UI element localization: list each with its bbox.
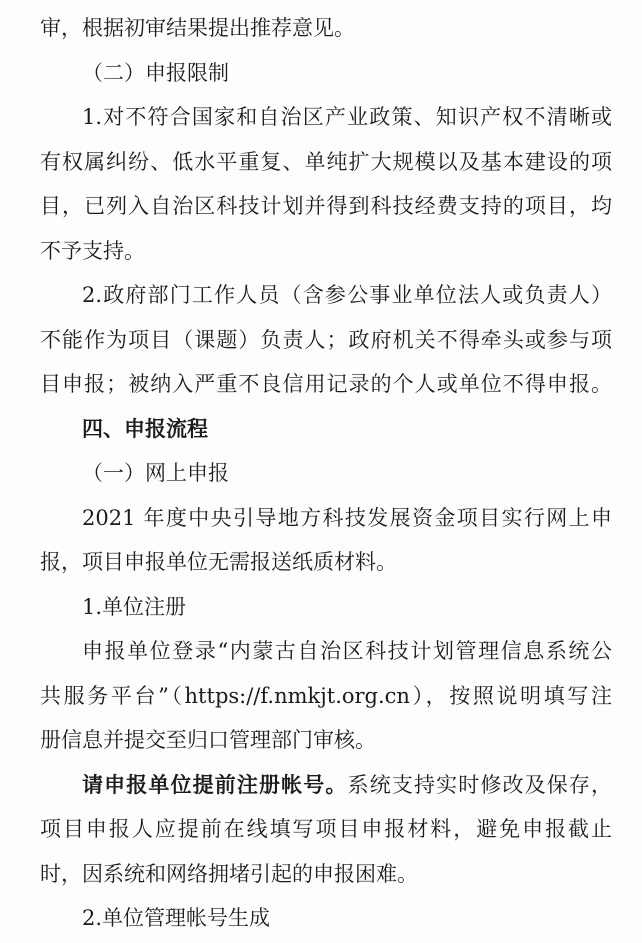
paragraph-line: 目，已列入自治区科技计划并得到科技经费支持的项目，均 xyxy=(40,194,612,218)
section-heading: （一）网上申报 xyxy=(82,461,229,485)
chapter-heading: 四、申报流程 xyxy=(82,417,208,441)
paragraph-line: 不予支持。 xyxy=(40,239,145,263)
subsection-heading: 2.单位管理帐号生成 xyxy=(82,906,271,930)
paragraph-line: 不能作为项目（课题）负责人；政府机关不得牵头或参与项 xyxy=(40,328,612,352)
paragraph-line-mixed xyxy=(82,769,612,801)
paragraph-line: 共服务平台”（https://f.nmkjt.org.cn），按照说明填写注 xyxy=(40,684,612,708)
paragraph-line: 册信息并提交至归口管理部门审核。 xyxy=(40,728,376,752)
paragraph-line: 报，项目申报单位无需报送纸质材料。 xyxy=(40,550,397,574)
subsection-heading: 1.单位注册 xyxy=(82,595,187,619)
section-heading: （二）申报限制 xyxy=(82,61,229,85)
paragraph-line: 1.对不符合国家和自治区产业政策、知识产权不清晰或 xyxy=(82,105,612,129)
paragraph-line: 项目申报人应提前在线填写项目申报材料，避免申报截止 xyxy=(40,817,612,841)
paragraph-text: 系统支持实时修改及保存， xyxy=(347,773,613,797)
paragraph-line: 2.政府部门工作人员（含参公事业单位法人或负责人） xyxy=(82,283,612,307)
paragraph-line: 时，因系统和网络拥堵引起的申报困难。 xyxy=(40,862,418,886)
paragraph-line: 审，根据初审结果提出推荐意见。 xyxy=(40,16,355,40)
paragraph-line: 有权属纠纷、低水平重复、单纯扩大规模以及基本建设的项 xyxy=(40,150,612,174)
emphasis-text: 请申报单位提前注册帐号。 xyxy=(82,773,348,797)
paragraph-line: 目申报；被纳入严重不良信用记录的个人或单位不得申报。 xyxy=(40,372,612,396)
paragraph-line: 2021 年度中央引导地方科技发展资金项目实行网上申 xyxy=(82,506,612,530)
paragraph-line: 申报单位登录“内蒙古自治区科技计划管理信息系统公 xyxy=(82,639,612,663)
